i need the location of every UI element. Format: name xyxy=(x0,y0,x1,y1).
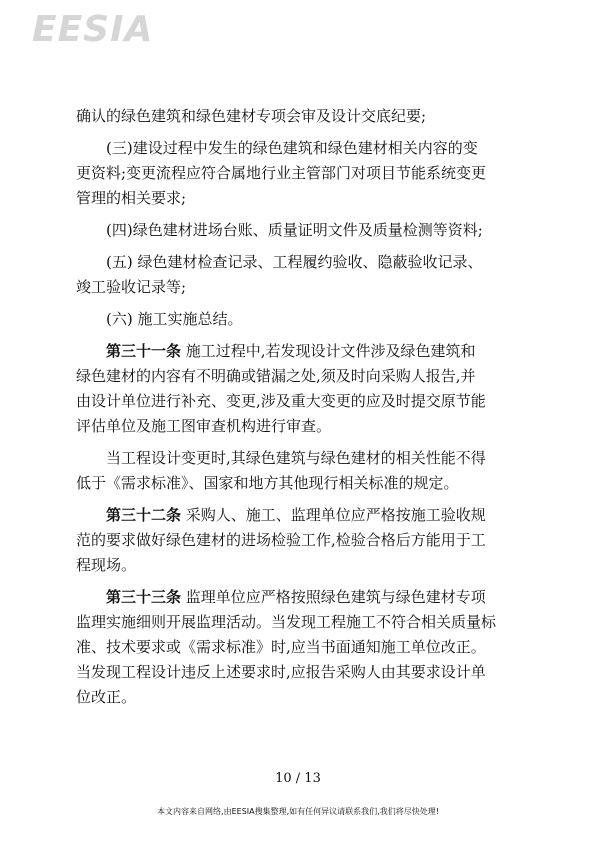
article-31-title: 第三十一条 xyxy=(106,342,182,360)
article-33-text: 监理单位应严格按照绿色建筑与绿色建材专项 xyxy=(181,588,486,606)
paragraph-item-5-cont xyxy=(76,275,524,300)
text-line: 当工程设计变更时,其绿色建筑与绿色建材的相关性能不得 xyxy=(106,449,486,467)
footer-notice: 本文内容来自网络,由EESIA搜集整理,如有任何异议请联系我们,我们将尽快处理! xyxy=(157,807,439,816)
page-number: 10 / 13 xyxy=(275,771,321,786)
text-line: 评估单位及施工图审查机构进行审查。 xyxy=(76,417,332,435)
article-32-cont xyxy=(76,528,524,578)
paragraph-item-3 xyxy=(76,136,524,161)
article-32 xyxy=(76,503,524,528)
text-line: 程现场。 xyxy=(76,556,137,574)
article-33-title: 第三十三条 xyxy=(106,588,182,606)
text-line: 监理实施细则开展监理活动。当发现工程施工不符合相关质量标 xyxy=(76,613,497,631)
article-31 xyxy=(76,339,524,364)
article-31-text: 施工过程中,若发现设计文件涉及绿色建筑和 xyxy=(181,342,476,360)
text-line: 确认的绿色建筑和绿色建材专项会审及设计交底纪要; xyxy=(76,107,427,125)
text-line: 准、技术要求或《需求标准》时,应当书面通知施工单位改正。 xyxy=(76,638,486,656)
text-line: 当发现工程设计违反上述要求时,应报告采购人由其要求设计单 xyxy=(76,663,486,681)
article-32-title: 第三十二条 xyxy=(106,506,182,524)
paragraph-minutes xyxy=(76,104,524,129)
paragraph-item-3-cont xyxy=(76,161,524,211)
text-line: 由设计单位进行补充、变更,涉及重大变更的应及时提交原节能 xyxy=(76,392,486,410)
article-31-cont xyxy=(76,364,524,439)
paragraph-design-change-cont xyxy=(76,471,524,496)
text-line xyxy=(76,339,524,364)
text-line: 绿色建材的内容有不明确或错漏之处,须及时向采购人报告,并 xyxy=(76,367,476,385)
paragraph-design-change xyxy=(76,446,524,471)
text-line: (三)建设过程中发生的绿色建筑和绿色建材相关内容的变 xyxy=(106,139,478,157)
text-line: (六) 施工实施总结。 xyxy=(106,310,243,328)
text-line: (五) 绿色建材检查记录、工程履约验收、隐蔽验收记录、 xyxy=(106,253,483,271)
article-32-text: 采购人、施工、监理单位应严格按施工验收规 xyxy=(181,506,486,524)
text-line xyxy=(76,585,524,610)
text-line: 低于《需求标准》、国家和地方其他现行相关标准的规定。 xyxy=(76,474,459,492)
text-line: 更资料;变更流程应符合属地行业主管部门对项目节能系统变更 xyxy=(76,164,487,182)
eesia-logo: EESIA xyxy=(32,9,154,50)
text-line: 范的要求做好绿色建材的进场检验工作,检验合格后方能用于工 xyxy=(76,531,486,549)
paragraph-item-6 xyxy=(76,307,524,332)
article-33 xyxy=(76,585,524,610)
article-33-cont xyxy=(76,610,524,710)
text-line xyxy=(76,503,524,528)
text-line: (四)绿色建材进场台账、质量证明文件及质量检测等资料; xyxy=(106,221,483,239)
text-line: 位改正。 xyxy=(76,688,137,706)
text-line: 管理的相关要求; xyxy=(76,189,187,207)
paragraph-item-5 xyxy=(76,250,524,275)
document-body xyxy=(76,104,524,710)
text-line: 竣工验收记录等; xyxy=(76,278,187,296)
paragraph-item-4 xyxy=(76,218,524,243)
